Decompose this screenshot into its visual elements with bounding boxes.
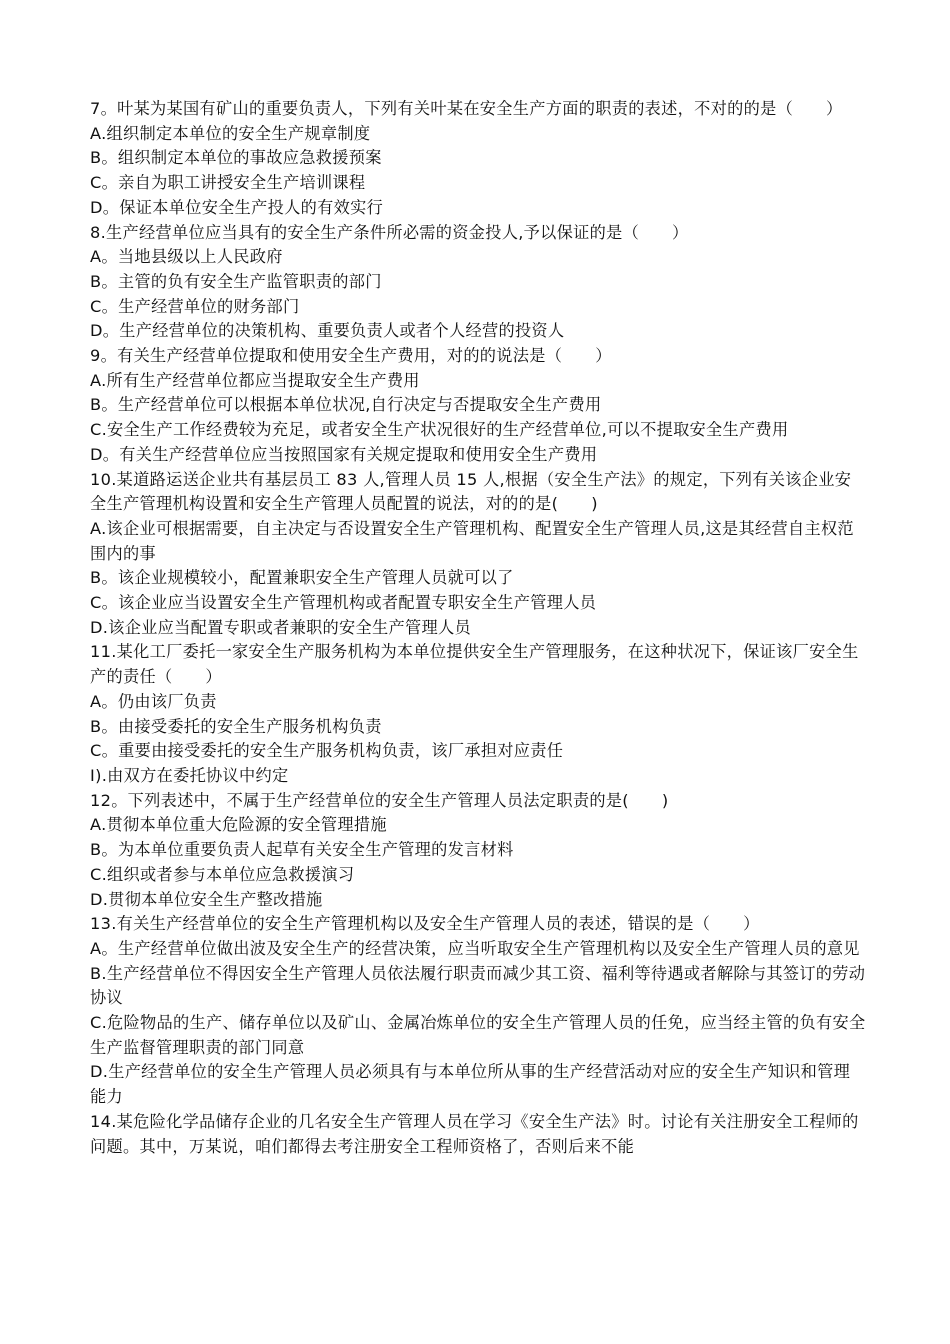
answer-option: C.组织或者参与本单位应急救援演习: [90, 864, 355, 884]
question-text: 13.有关生产经营单位的安全生产管理机构以及安全生产管理人员的表述，错误的是（ ）: [90, 914, 760, 934]
answer-option: I).由双方在委托协议中约定: [90, 765, 289, 785]
answer-option: B。组织制定本单位的事故应急救援预案: [90, 148, 382, 168]
answer-option: D.贯彻本单位安全生产整改措施: [90, 889, 323, 909]
question-text: 7。叶某为某国有矿山的重要负责人，下列有关叶某在安全生产方面的职责的表述，不对的的是（ ）: [90, 99, 843, 118]
answer-option: A。仍由该厂负责: [90, 691, 217, 711]
answer-option: D.生产经营单位的安全生产管理人员必须具有与本单位所从事的生产经营活动对应的安全生产知识和管理能力: [90, 1062, 851, 1107]
answer-option: D。保证本单位安全生产投人的有效实行: [90, 197, 384, 217]
answer-option: B。生产经营单位可以根据本单位状况,自行决定与否提取安全生产费用: [90, 395, 602, 415]
answer-option: D。有关生产经营单位应当按照国家有关规定提取和使用安全生产费用: [90, 444, 598, 464]
answer-option: A.该企业可根据需要，自主决定与否设置安全生产管理机构、配置安全生产管理人员,这是其经营自主权范围内的事: [90, 518, 854, 563]
answer-option: B。主管的负有安全生产监管职责的部门: [90, 271, 382, 291]
answer-option: A。生产经营单位做出波及安全生产的经营决策，应当听取安全生产管理机构以及安全生产管理人员的意见: [90, 938, 860, 958]
answer-option: C.危险物品的生产、储存单位以及矿山、金属冶炼单位的安全生产管理人员的任免，应当经主管的负有安全生产监督管理职责的部门同意: [90, 1013, 866, 1057]
question-text: 10.某道路运送企业共有基层员工 83 人,管理人员 15 人,根据（安全生产法》的规定，下列有关该企业安全生产管理机构设置和安全生产管理人员配置的说法，对的的是( ): [90, 469, 852, 514]
document-body: [90, 97, 866, 1159]
answer-option: A.所有生产经营单位都应当提取安全生产费用: [90, 370, 420, 390]
question-text: 11.某化工厂委托一家安全生产服务机构为本单位提供安全生产管理服务，在这种状况下，保证该厂安全生产的责任（ ）: [90, 642, 859, 687]
answer-option: C.安全生产工作经费较为充足，或者安全生产状况很好的生产经营单位,可以不提取安全生产费用: [90, 420, 789, 440]
answer-option: D。生产经营单位的决策机构、重要负责人或者个人经营的投资人: [90, 321, 565, 341]
answer-option: B。由接受委托的安全生产服务机构负责: [90, 716, 382, 736]
question-text: 12。下列表述中，不属于生产经营单位的安全生产管理人员法定职责的是( ): [90, 790, 669, 810]
answer-option: A.贯彻本单位重大危险源的安全管理措施: [90, 815, 387, 835]
question-text: 9。有关生产经营单位提取和使用安全生产费用，对的的说法是（ ）: [90, 346, 612, 366]
answer-option: A.组织制定本单位的安全生产规章制度: [90, 123, 371, 143]
answer-option: C。重要由接受委托的安全生产服务机构负责，该厂承担对应责任: [90, 741, 564, 761]
answer-option: C。生产经营单位的财务部门: [90, 296, 300, 316]
answer-option: B。为本单位重要负责人起草有关安全生产管理的发言材料: [90, 840, 514, 860]
answer-option: B。该企业规模较小，配置兼职安全生产管理人员就可以了: [90, 568, 514, 588]
answer-option: C。该企业应当设置安全生产管理机构或者配置专职安全生产管理人员: [90, 593, 597, 613]
question-text: 14.某危险化学品储存企业的几名安全生产管理人员在学习《安全生产法》时。讨论有关注册安全工程师的问题。其中，万某说，咱们都得去考注册安全工程师资格了，否则后来不能: [90, 1111, 859, 1156]
answer-option: C。亲自为职工讲授安全生产培训课程: [90, 173, 366, 193]
question-text: 8.生产经营单位应当具有的安全生产条件所必需的资金投人,予以保证的是（ ）: [90, 222, 689, 242]
answer-option: D.该企业应当配置专职或者兼职的安全生产管理人员: [90, 617, 471, 637]
answer-option: B.生产经营单位不得因安全生产管理人员依法履行职责而减少其工资、福利等待遇或者解除与其签订的劳动协议: [90, 963, 866, 1008]
answer-option: A。当地县级以上人民政府: [90, 247, 283, 267]
